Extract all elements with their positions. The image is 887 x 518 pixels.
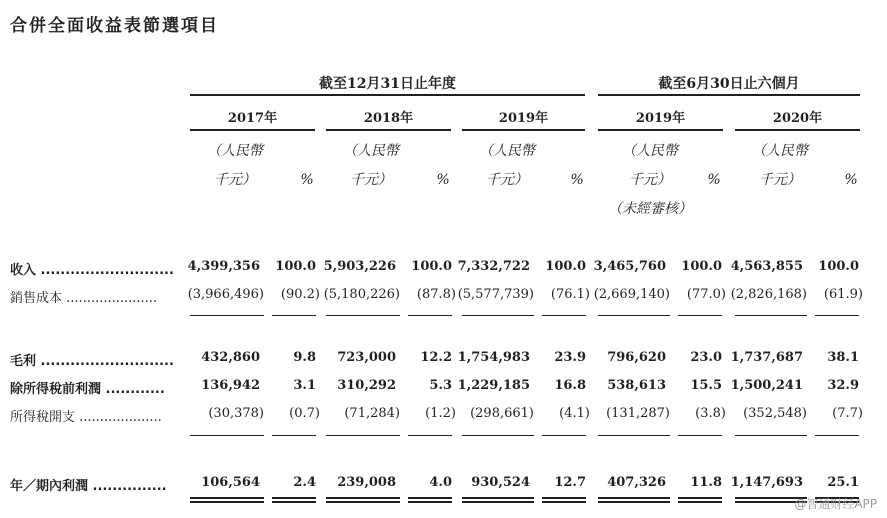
cell: 25.1 — [827, 475, 859, 490]
unit-header — [336, 137, 406, 195]
cell: 11.8 — [690, 475, 722, 490]
cell: (3.8) — [695, 406, 726, 421]
cell: 1,147,693 — [730, 475, 803, 490]
cell: 100.0 — [275, 259, 316, 274]
cell: 3,465,760 — [593, 259, 666, 274]
cell: 38.1 — [827, 350, 859, 365]
cell: 538,613 — [607, 378, 666, 393]
unit-line-1: （人民幣 — [752, 143, 808, 159]
group-header-halfyear: 截至6月30日止六個月 — [658, 76, 800, 92]
year-header: 2018年 — [363, 111, 414, 126]
year-rule — [462, 129, 585, 131]
total-double-rule — [408, 497, 452, 503]
unit-header — [608, 137, 692, 224]
cell: 100.0 — [681, 259, 722, 274]
cell: 23.9 — [554, 350, 586, 365]
cell: (71,284) — [344, 406, 400, 421]
cell: 12.7 — [554, 475, 586, 490]
cell: (2,669,140) — [593, 287, 670, 302]
cell: (4.1) — [559, 406, 590, 421]
cell: 16.8 — [554, 378, 586, 393]
unit-line-1: （人民幣 — [207, 143, 263, 159]
unit-line-2: 千元） — [350, 172, 392, 188]
cell: 3.1 — [293, 378, 316, 393]
unit-line-1: （人民幣 — [343, 143, 399, 159]
subtotal-rule — [408, 315, 452, 316]
total-double-rule — [326, 497, 400, 503]
cell: (0.7) — [289, 406, 320, 421]
cell: 4.0 — [429, 475, 452, 490]
group-rule-year — [190, 94, 585, 96]
cell: (90.2) — [280, 287, 320, 302]
cell: 100.0 — [545, 259, 586, 274]
subtotal-rule — [735, 315, 807, 316]
cell: (77.0) — [686, 287, 726, 302]
cell: 32.9 — [827, 378, 859, 393]
cell: 136,942 — [201, 378, 260, 393]
cell: 106,564 — [201, 475, 260, 490]
cell: 15.5 — [690, 378, 722, 393]
cell: (1.2) — [425, 406, 456, 421]
year-header: 2019年 — [635, 111, 686, 126]
cell: (352,548) — [743, 406, 807, 421]
cell: (30,378) — [208, 406, 264, 421]
cell: (2,826,168) — [730, 287, 807, 302]
total-double-rule — [190, 497, 264, 503]
cell: (5,577,739) — [457, 287, 534, 302]
row-label-gross-profit: 毛利 ........................... — [10, 354, 174, 369]
subtotal-rule — [678, 435, 722, 436]
cell: (5,180,226) — [323, 287, 400, 302]
unit-header — [745, 137, 815, 195]
group-rule-halfyear — [598, 94, 860, 96]
subtotal-rule — [815, 315, 859, 316]
subtotal-rule — [190, 315, 264, 316]
cell: (76.1) — [550, 287, 590, 302]
cell: 1,737,687 — [730, 350, 803, 365]
cell: 432,860 — [201, 350, 260, 365]
cell: 4,399,356 — [187, 259, 260, 274]
cell: 7,332,722 — [457, 259, 530, 274]
pct-header: % — [436, 172, 450, 188]
unit-line-1: （人民幣 — [479, 143, 535, 159]
unit-line-2: 千元） — [759, 172, 801, 188]
cell: 100.0 — [411, 259, 452, 274]
row-label-cost-of-sales: 銷售成本 ...................... — [10, 291, 158, 306]
total-double-rule — [542, 497, 586, 503]
cell: 239,008 — [337, 475, 396, 490]
subtotal-rule — [815, 435, 859, 436]
row-label-profit-for-period: 年／期內利潤 ............... — [10, 479, 167, 494]
cell: 2.4 — [293, 475, 316, 490]
unit-line-2: 千元） — [486, 172, 528, 188]
pct-header: % — [844, 172, 858, 188]
cell: (298,661) — [470, 406, 534, 421]
unit-line-2: 千元） — [629, 172, 671, 188]
subtotal-rule — [326, 315, 400, 316]
year-rule — [326, 129, 451, 131]
cell: 1,229,185 — [457, 378, 530, 393]
total-double-rule — [272, 497, 316, 503]
cell: 1,754,983 — [457, 350, 530, 365]
cell: 23.0 — [690, 350, 722, 365]
year-rule — [598, 129, 723, 131]
subtotal-rule — [598, 435, 670, 436]
subtotal-rule — [190, 435, 264, 436]
unit-line-1: （人民幣 — [622, 143, 678, 159]
cell: (7.7) — [832, 406, 863, 421]
subtotal-rule — [272, 435, 316, 436]
cell: 310,292 — [337, 378, 396, 393]
subtotal-rule — [598, 315, 670, 316]
pct-header: % — [300, 172, 314, 188]
cell: 5.3 — [429, 378, 452, 393]
total-double-rule — [678, 497, 722, 503]
cell: 100.0 — [818, 259, 859, 274]
year-header: 2020年 — [772, 111, 823, 126]
subtotal-rule — [678, 315, 722, 316]
cell: (87.8) — [416, 287, 456, 302]
cell: 1,500,241 — [730, 378, 803, 393]
group-header-year: 截至12月31日止年度 — [319, 76, 456, 92]
row-label-profit-before-tax: 除所得稅前利潤 ............ — [10, 382, 165, 397]
year-header: 2017年 — [227, 111, 278, 126]
subtotal-rule — [462, 315, 534, 316]
cell: 930,524 — [471, 475, 530, 490]
unit-header — [472, 137, 542, 195]
subtotal-rule — [462, 435, 534, 436]
page-title: 合併全面收益表節選項目 — [10, 16, 219, 36]
cell: (61.9) — [823, 287, 863, 302]
cell: 407,326 — [607, 475, 666, 490]
row-label-income-tax: 所得稅開支 .................... — [10, 410, 162, 425]
unit-header — [200, 137, 270, 195]
subtotal-rule — [408, 435, 452, 436]
year-header: 2019年 — [498, 111, 549, 126]
pct-header: % — [570, 172, 584, 188]
cell: (3,966,496) — [187, 287, 264, 302]
row-label-revenue: 收入 ........................... — [10, 263, 174, 278]
subtotal-rule — [272, 315, 316, 316]
unit-line-2: 千元） — [214, 172, 256, 188]
subtotal-rule — [542, 435, 586, 436]
cell: 9.8 — [293, 350, 316, 365]
total-double-rule — [462, 497, 534, 503]
cell: 5,903,226 — [323, 259, 396, 274]
cell: 12.2 — [420, 350, 452, 365]
year-rule — [190, 129, 315, 131]
cell: (131,287) — [606, 406, 670, 421]
year-rule — [735, 129, 860, 131]
cell: 723,000 — [337, 350, 396, 365]
cell: 796,620 — [607, 350, 666, 365]
subtotal-rule — [542, 315, 586, 316]
subtotal-rule — [326, 435, 400, 436]
total-double-rule — [598, 497, 670, 503]
pct-header: % — [707, 172, 721, 188]
watermark: @智通财经APP — [794, 497, 877, 511]
subtotal-rule — [735, 435, 807, 436]
unaudited-note: （未經審核） — [608, 201, 692, 217]
cell: 4,563,855 — [730, 259, 803, 274]
